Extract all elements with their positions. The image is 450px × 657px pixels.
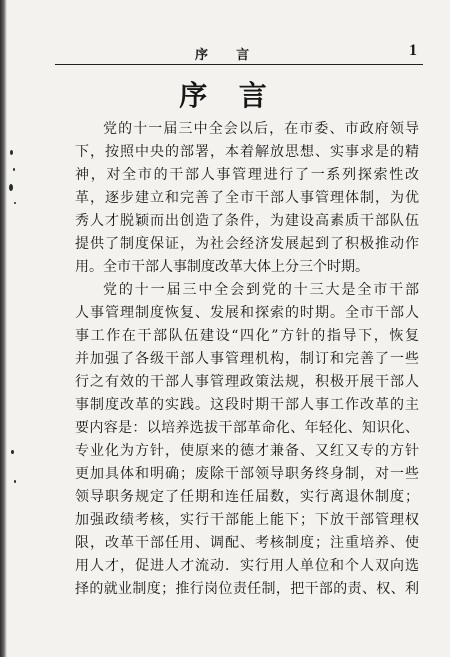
text-line: 秀人才脱颖而出创造了条件，为建设高素质干部队伍	[75, 213, 419, 229]
text-line: 党的十一届三中全会以后，在市委、市政府领导	[103, 121, 419, 137]
text-line: 下，按照中央的部署，本着解放思想、实事求是的精	[75, 144, 419, 160]
text-line: 行之有效的干部人事管理政策法规，积极开展干部人	[75, 374, 419, 390]
text-line: 事工作在干部队伍建设“四化”方针的指导下，恢复	[75, 328, 419, 344]
text-line: 事制度改革的实践。这段时期干部人事工作改革的主	[75, 397, 419, 413]
text-line: 限，改革干部任用、调配、考核制度；注重培养、使	[75, 535, 419, 551]
text-line: 更加具体和明确；废除干部领导职务终身制，对一些	[75, 466, 419, 482]
scan-speck	[14, 480, 16, 483]
text-line: 用。全市干部人事制度改革大体上分三个时期。	[75, 259, 369, 275]
scan-speck	[9, 184, 13, 191]
page-number: 1	[409, 42, 417, 59]
text-line: 革，逐步建立和完善了全市干部人事管理体制，为优	[75, 190, 419, 206]
text-line: 人事管理制度恢复、发展和探索的时期。全市干部人	[75, 305, 419, 321]
text-line: 要内容是：以培养选拔干部革命化、年轻化、知识化、	[75, 420, 419, 436]
text-line: 神，对全市的干部人事管理进行了一系列探索性改	[75, 167, 419, 183]
scan-speck	[13, 168, 15, 171]
text-line: 党的十一届三中全会到党的十三大是全市干部	[103, 282, 419, 298]
text-line: 领导职务规定了任期和连任届数，实行离退休制度；	[75, 489, 419, 505]
scan-speck	[14, 202, 16, 204]
scan-specks	[7, 150, 21, 490]
text-line: 用人才，促进人才流动．实行用人单位和个人双向选	[75, 558, 419, 574]
running-title: 序 言	[195, 48, 252, 63]
body-text	[75, 118, 419, 601]
scan-speck	[10, 150, 13, 155]
text-line: 提供了制度保证，为社会经济发展起到了积极推动作	[75, 236, 419, 252]
page-header	[55, 44, 423, 65]
chapter-title: 序 言	[179, 79, 271, 112]
text-line: 加强政绩考核，实行干部能上能下；下放干部管理权	[75, 512, 419, 528]
text-line: 专业化为方针，使原来的德才兼备、又红又专的方针	[75, 443, 419, 459]
text-line: 择的就业制度；推行岗位责任制，把干部的责、权、利	[75, 581, 419, 597]
scan-speck	[11, 450, 14, 454]
text-line: 并加强了各级干部人事管理机构，制订和完善了一些	[75, 351, 419, 367]
